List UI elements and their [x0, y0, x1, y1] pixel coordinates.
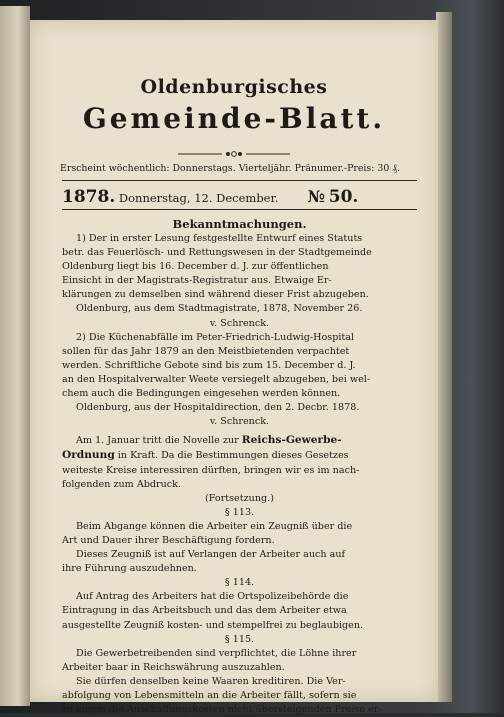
notice-2-line: an den Hospitalverwalter Weete versiegelt abzugeben, bei wel- [62, 373, 371, 385]
notice-2-line: sollen für das Jahr 1879 an den Meistbietenden verpachtet [62, 345, 350, 357]
paragraph-115-heading: § 115. [224, 633, 255, 645]
paragraph-115-line: Arbeiter baar in Reichswährung auszuzahlen. [62, 661, 285, 673]
novelle-line: folgenden zum Abdruck. [62, 478, 182, 490]
notice-2-line: chem auch die Bedingungen eingesehen werden können. [62, 388, 341, 400]
issue-number-label: № [307, 187, 326, 206]
notice-2-place: Oldenburg, aus der Hospitaldirection, den 2. Decbr. 1878. [76, 402, 360, 414]
rule-bottom [62, 209, 417, 210]
notice-1-line: 1) Der in erster Lesung festgestellte Entwurf eines Statuts [76, 233, 363, 244]
novelle-line: weiteste Kreise interessiren dürften, bringen wir es im nach- [62, 464, 360, 476]
paragraph-115-line: zu einem die Anschaffungskosten nicht übersteigenden Preise er- [62, 704, 382, 716]
section-heading: Bekanntmachungen. [172, 217, 307, 231]
paragraph-114-line: ausgestellte Zeugniß kosten- und stempelfrei zu beglaubigen. [62, 619, 364, 631]
notice-1-line: betr. das Feuerlösch- und Rettungswesen in der Stadtgemeinde [62, 247, 372, 259]
notice-1-line: Einsicht in der Magistrats-Registratur aus. Etwaige Er- [62, 275, 332, 287]
notice-1-line: Oldenburg liegt bis 16. December d. J. zur öffentlichen [62, 261, 329, 273]
paragraph-115-line: Sie dürfen denselben keine Waaren kreditiren. Die Ver- [76, 675, 346, 687]
paragraph-114-line: Eintragung in das Arbeitsbuch und das dem Arbeiter etwa [62, 605, 347, 617]
novelle-line [62, 448, 417, 463]
ornament-divider-icon [178, 150, 290, 158]
paragraph-113-line: Beim Abgange können die Arbeiter ein Zeugniß über die [76, 520, 353, 532]
paragraph-113-line: Art und Dauer ihrer Beschäftigung fordern. [62, 534, 275, 546]
paragraph-114-heading: § 114. [224, 577, 255, 589]
issue-date-line [62, 187, 417, 207]
paragraph-113-line: ihre Führung auszudehnen. [62, 563, 197, 575]
law-title-part-2: Ordnung [62, 449, 115, 462]
notice-2-signature: v. Schrenck. [209, 416, 270, 428]
paragraph-115-line: Die Gewerbetreibenden sind verpflichtet, die Löhne ihrer [76, 647, 357, 659]
issue-year: 1878. [62, 187, 116, 207]
masthead-title: Gemeinde-Blatt. [82, 102, 386, 135]
continuation-note: (Fortsetzung.) [205, 492, 274, 504]
article-body [62, 217, 417, 717]
notice-1-signature: v. Schrenck. [209, 317, 270, 329]
notice-2-line: werden. Schriftliche Gebote sind bis zum 15. December d. J. [62, 359, 356, 371]
paragraph-114-line: Auf Antrag des Arbeiters hat die Ortspolizeibehörde die [76, 591, 349, 603]
masthead-line-1: Oldenburgisches [140, 76, 328, 98]
novelle-intro [62, 433, 417, 448]
issue-date: Donnerstag, 12. December. [118, 191, 279, 205]
issue-number: 50. [328, 187, 359, 207]
law-title-part-1: Reichs-Gewerbe- [241, 434, 342, 447]
page-stack-edge [436, 12, 452, 702]
previous-page-edge [0, 6, 30, 706]
notice-1-line: klärungen zu demselben sind während dieser Frist abzugeben. [62, 289, 369, 301]
notice-2-line: 2) Die Küchenabfälle im Peter-Friedrich-Ludwig-Hospital [76, 331, 355, 343]
novelle-text: in Kraft. Da die Bestimmungen dieses Gesetzes [117, 450, 349, 462]
newspaper-page [30, 20, 438, 716]
novelle-intro-text: Am 1. Januar tritt die Novelle zur [76, 435, 239, 447]
publication-frequency: Erscheint wöchentlich: Donnerstags. Vierteljähr. Pränumer.-Preis: 30 ₰. [60, 163, 400, 174]
paragraph-113-line: Dieses Zeugniß ist auf Verlangen der Arbeiter auch auf [76, 549, 346, 561]
notice-1-place: Oldenburg, aus dem Stadtmagistrate, 1878, November 26. [76, 303, 363, 315]
paragraph-113-heading: § 113. [224, 506, 255, 518]
rule-top [62, 180, 417, 181]
paragraph-115-line: abfolgung von Lebensmitteln an die Arbeiter fällt, sofern sie [62, 690, 357, 701]
